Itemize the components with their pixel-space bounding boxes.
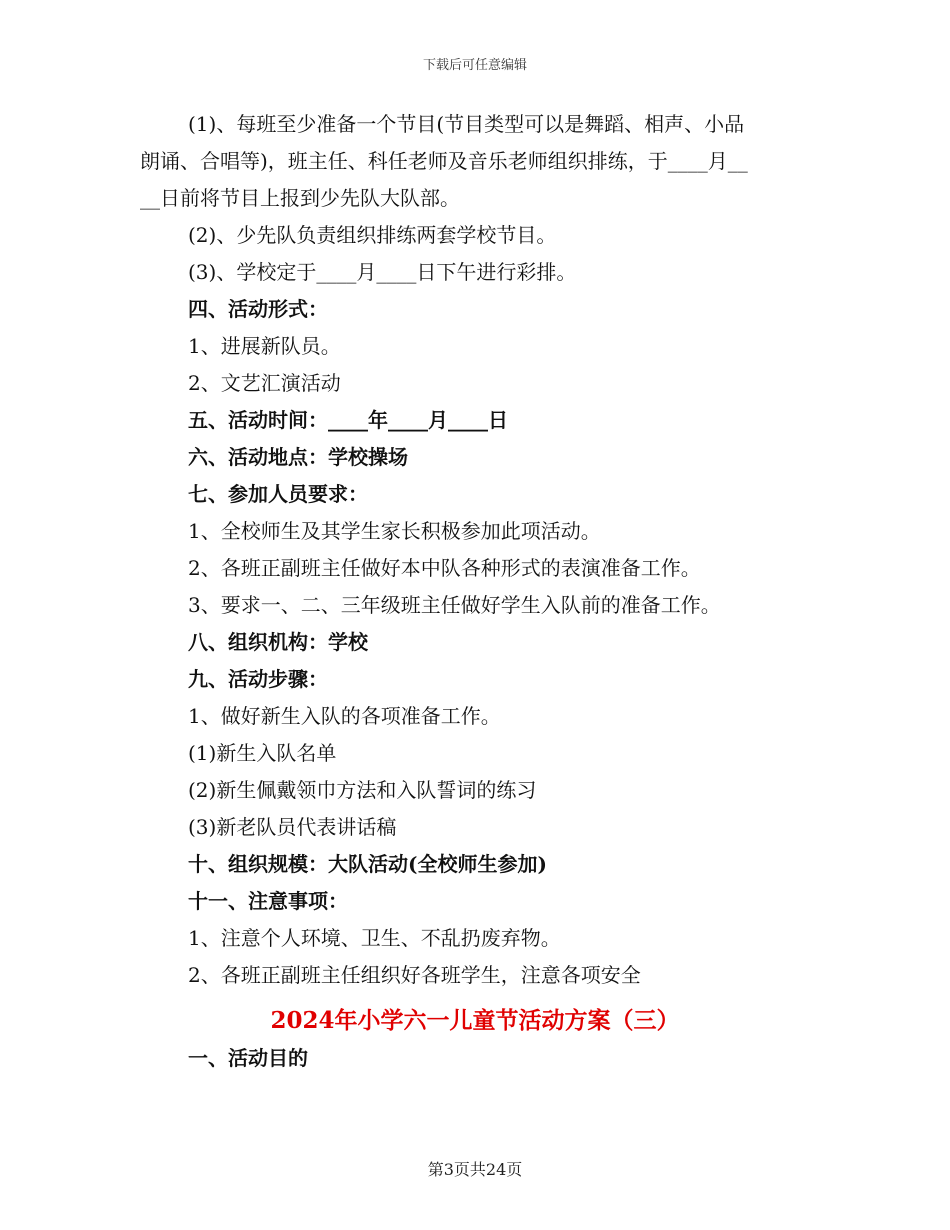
paragraph-line: (2)、少先队负责组织排练两套学校节目。	[188, 223, 557, 247]
section-heading: 七、参加人员要求：	[188, 482, 368, 506]
section-heading: 四、活动形式：	[188, 297, 328, 321]
document-body	[140, 106, 810, 994]
paragraph-line: 1、全校师生及其学生家长积极参加此项活动。	[188, 519, 601, 543]
paragraph-line: 2、各班正副班主任组织好各班学生，注意各项安全	[188, 963, 641, 987]
paragraph-line: (3)新老队员代表讲话稿	[188, 815, 397, 839]
section-heading: 一、活动目的	[188, 1046, 308, 1070]
section-title: 2024年小学六一儿童节活动方案（三）	[270, 1007, 680, 1034]
page-header: 下载后可任意编辑	[422, 58, 527, 73]
paragraph-line: 朗诵、合唱等)，班主任、科任老师及音乐老师组织排练，于____月__	[140, 149, 748, 173]
paragraph-line: (3)、学校定于____月____日下午进行彩排。	[188, 260, 577, 284]
page-footer: 第3页共24页	[427, 1160, 523, 1179]
paragraph-line: 3、要求一、二、三年级班主任做好学生入队前的准备工作。	[188, 593, 721, 617]
section-heading: 八、组织机构：学校	[188, 630, 368, 654]
section-heading: 九、活动步骤：	[188, 667, 328, 691]
paragraph-line: __日前将节目上报到少先队大队部。	[140, 186, 460, 210]
section-heading: 十、组织规模：大队活动(全校师生参加)	[188, 852, 547, 876]
section-heading: 六、活动地点：学校操场	[188, 445, 408, 469]
paragraph-line: 1、做好新生入队的各项准备工作。	[188, 704, 501, 728]
section-heading: 十一、注意事项：	[188, 889, 348, 913]
paragraph-line: 1、注意个人环境、卫生、不乱扔废弃物。	[188, 926, 561, 950]
paragraph-line: (1)、每班至少准备一个节目(节目类型可以是舞蹈、相声、小品	[188, 112, 745, 136]
paragraph-line: 2、各班正副班主任做好本中队各种形式的表演准备工作。	[188, 556, 701, 580]
paragraph-line: 1、进展新队员。	[188, 334, 341, 358]
section-heading: 五、活动时间：____年____月____日	[188, 408, 508, 432]
paragraph-line: (1)新生入队名单	[188, 741, 337, 765]
paragraph-line: 2、文艺汇演活动	[188, 371, 341, 395]
paragraph-line: (2)新生佩戴领巾方法和入队誓词的练习	[188, 778, 537, 802]
